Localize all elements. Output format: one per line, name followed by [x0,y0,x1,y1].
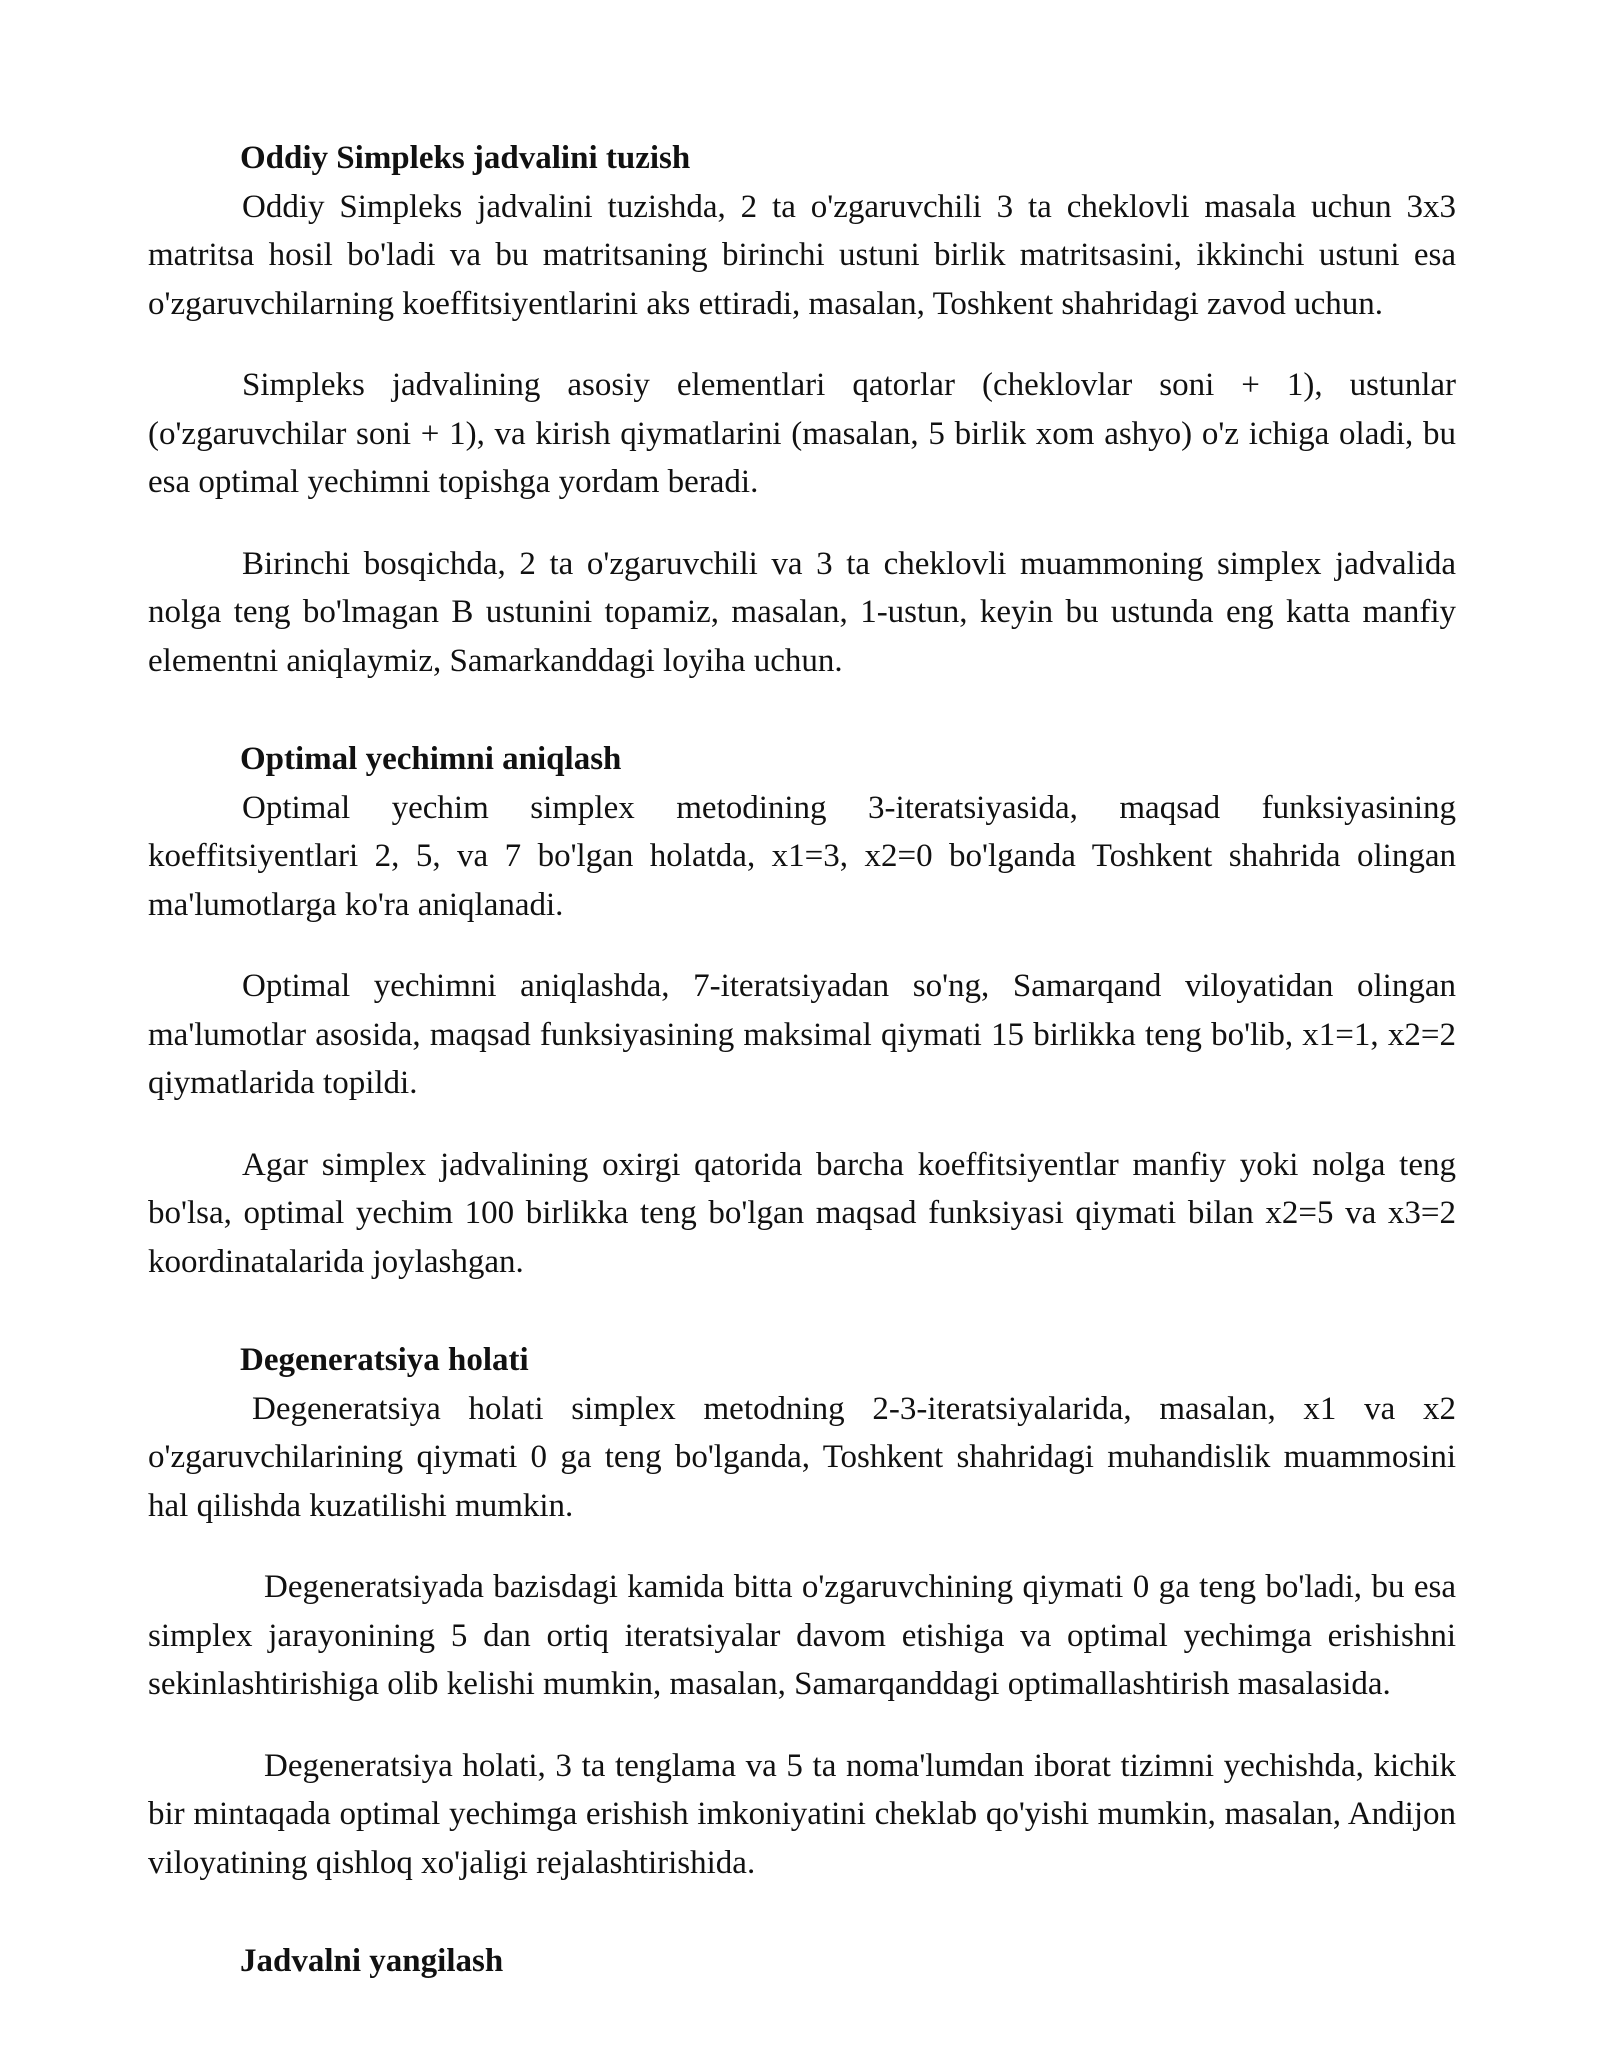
section-heading: Oddiy Simpleks jadvalini tuzish [240,140,691,176]
paragraph: Degeneratsiyada bazisdagi kamida bitta o'zgaruvchining qiymati 0 ga teng bo'ladi, bu esa simplex jarayonining 5 dan ortiq iteratsiyalar davom etishiga va optimal yechimga erishishni sekinlashtirishiga olib kelishi mumkin, masalan, Samarqanddagi optimallashtirish masalasida. [148,1569,1456,1702]
paragraph: Birinchi bosqichda, 2 ta o'zgaruvchili va 3 ta cheklovli muammoning simplex jadvalida nolga teng bo'lmagan B ustunini topamiz, masalan, 1-ustun, keyin bu ustunda eng katta manfiy elementni aniqlaymiz, Samarkanddagi loyiha uchun. [148,545,1456,679]
paragraph: Agar simplex jadvalining oxirgi qatorida barcha koeffitsiyentlar manfiy yoki nolga teng bo'lsa, optimal yechim 100 birlikka teng bo'lgan maqsad funksiyasi qiymati bilan x2=5 va x3=2 koordinatalarida joylashgan. [148,1146,1456,1280]
paragraph: Simpleks jadvalining asosiy elementlari qatorlar (cheklovlar soni + 1), ustunlar (o'zgaruvchilar soni + 1), va kirish qiymatlarini (masalan, 5 birlik xom ashyo) o'z ichiga oladi, bu esa optimal yechimni topishga yordam beradi. [148,367,1456,500]
paragraph: Optimal yechimni aniqlashda, 7-iteratsiyadan so'ng, Samarqand viloyatidan olingan ma'lumotlar asosida, maqsad funksiyasining maksimal qiymati 15 birlikka teng bo'lib, x1=1, x2=2 qiymatlarida topildi. [148,968,1456,1101]
section-heading: Optimal yechimni aniqlash [240,741,622,777]
document-page [148,134,1456,1986]
section-heading: Jadvalni yangilash [240,1943,504,1979]
section-heading: Degeneratsiya holati [240,1342,529,1378]
paragraph: Degeneratsiya holati simplex metodning 2-3-iteratsiyalarida, masalan, x1 va x2 o'zgaruvchilarining qiymati 0 ga teng bo'lganda, Toshkent shahridagi muhandislik muammosini hal qilishda kuzatilishi mumkin. [148,1390,1456,1524]
paragraph: Degeneratsiya holati, 3 ta tenglama va 5 ta noma'lumdan iborat tizimni yechishda, kichik bir mintaqada optimal yechimga erishish imkoniyatini cheklab qo'yishi mumkin, masalan, Andijon viloyatining qishloq xo'jaligi rejalashtirishida. [148,1747,1456,1881]
paragraph: Optimal yechim simplex metodining 3-iteratsiyasida, maqsad funksiyasining koeffitsiyentlari 2, 5, va 7 bo'lgan holatda, x1=3, x2=0 bo'lganda Toshkent shahrida olingan ma'lumotlarga ko'ra aniqlanadi. [148,789,1456,923]
paragraph: Oddiy Simpleks jadvalini tuzishda, 2 ta o'zgaruvchili 3 ta cheklovli masala uchun 3x3 matritsa hosil bo'ladi va bu matritsaning birinchi ustuni birlik matritsasini, ikkinchi ustuni esa o'zgaruvchilarning koeffitsiyentlarini aks ettiradi, masalan, Toshkent shahridagi zavod uchun. [148,188,1456,322]
